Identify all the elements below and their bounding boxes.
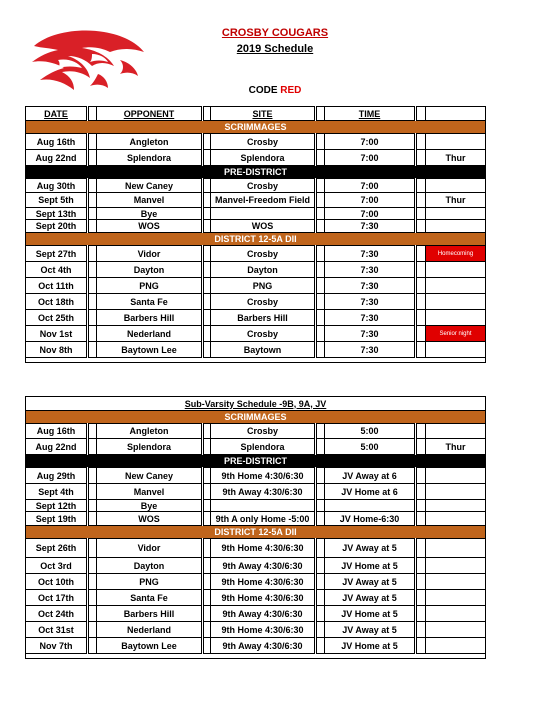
column-divider (203, 150, 211, 166)
game-note: Thur (426, 193, 486, 208)
column-divider (416, 439, 426, 455)
game-row (26, 220, 486, 233)
column-divider (88, 439, 97, 455)
table-footer-row (26, 654, 486, 659)
game-time: JV Home at 5 (325, 638, 416, 654)
column-divider (203, 558, 211, 574)
game-note: Thur (426, 150, 486, 166)
section-header (26, 526, 486, 539)
game-row (26, 512, 486, 526)
column-divider (316, 326, 325, 342)
column-divider (416, 424, 426, 439)
column-divider (416, 590, 426, 606)
game-time: 7:30 (325, 262, 416, 278)
subvarsity-title-label: Sub-Varsity Schedule -9B, 9A, JV (26, 397, 486, 411)
game-site: Crosby (211, 294, 316, 310)
game-note (426, 424, 486, 439)
game-date: Aug 22nd (26, 150, 88, 166)
game-opponent: Barbers Hill (97, 310, 203, 326)
column-divider (316, 468, 325, 484)
note-column-header (426, 107, 486, 121)
column-divider (203, 574, 211, 590)
game-row (26, 500, 486, 512)
section-header (26, 233, 486, 246)
column-divider (88, 539, 97, 558)
game-opponent: Baytown Lee (97, 342, 203, 358)
game-row (26, 278, 486, 294)
game-time: 7:30 (325, 342, 416, 358)
opponent-column-header: OPPONENT (97, 107, 203, 121)
column-divider (88, 262, 97, 278)
column-divider (203, 193, 211, 208)
column-divider (88, 622, 97, 638)
game-time: 7:00 (325, 150, 416, 166)
game-row (26, 606, 486, 622)
game-date: Oct 31st (26, 622, 88, 638)
game-site: 9th Away 4:30/6:30 (211, 484, 316, 500)
game-opponent: Baytown Lee (97, 638, 203, 654)
game-opponent: Barbers Hill (97, 606, 203, 622)
schedule-title: 2019 Schedule (236, 43, 314, 55)
game-time: 7:30 (325, 220, 416, 233)
column-divider (316, 638, 325, 654)
game-date: Oct 11th (26, 278, 88, 294)
column-divider (88, 512, 97, 526)
column-divider (203, 220, 211, 233)
game-time (325, 500, 416, 512)
game-row (26, 424, 486, 439)
game-note (426, 262, 486, 278)
section-header (26, 411, 486, 424)
game-date: Oct 25th (26, 310, 88, 326)
game-time: 7:30 (325, 246, 416, 262)
game-time: 7:00 (325, 134, 416, 150)
section-header-label: SCRIMMAGES (26, 411, 486, 424)
game-opponent: PNG (97, 574, 203, 590)
footer-spacer (26, 358, 486, 363)
game-note (426, 558, 486, 574)
column-divider (416, 107, 426, 121)
code-red-label: CODE RED (248, 85, 302, 96)
game-note (426, 590, 486, 606)
game-time: JV Home-6:30 (325, 512, 416, 526)
game-opponent: New Caney (97, 179, 203, 193)
game-note (426, 134, 486, 150)
game-time: 7:30 (325, 278, 416, 294)
column-divider (416, 539, 426, 558)
column-divider (316, 150, 325, 166)
game-site: 9th Home 4:30/6:30 (211, 539, 316, 558)
game-row (26, 468, 486, 484)
game-opponent: Santa Fe (97, 590, 203, 606)
game-date: Aug 30th (26, 179, 88, 193)
time-column-header: TIME (325, 107, 416, 121)
column-divider (88, 193, 97, 208)
game-site: PNG (211, 278, 316, 294)
column-divider (416, 278, 426, 294)
game-row (26, 208, 486, 220)
game-time: 7:30 (325, 294, 416, 310)
game-date: Oct 17th (26, 590, 88, 606)
column-divider (203, 622, 211, 638)
column-divider (203, 310, 211, 326)
section-header-label: PRE-DISTRICT (26, 166, 486, 179)
column-divider (88, 468, 97, 484)
game-site: 9th Home 4:30/6:30 (211, 590, 316, 606)
cougar-head-icon (28, 26, 146, 92)
column-divider (416, 558, 426, 574)
game-note (426, 208, 486, 220)
column-divider (88, 246, 97, 262)
game-opponent: WOS (97, 512, 203, 526)
column-divider (88, 638, 97, 654)
column-divider (416, 342, 426, 358)
game-opponent: Bye (97, 500, 203, 512)
subvarsity-schedule-table (25, 396, 486, 659)
game-note (426, 606, 486, 622)
column-divider (88, 134, 97, 150)
column-divider (203, 246, 211, 262)
game-time: JV Away at 5 (325, 574, 416, 590)
game-row (26, 558, 486, 574)
column-divider (416, 246, 426, 262)
game-note (426, 220, 486, 233)
game-time: 7:00 (325, 193, 416, 208)
game-row (26, 342, 486, 358)
column-divider (88, 500, 97, 512)
column-divider (88, 208, 97, 220)
column-divider (316, 179, 325, 193)
column-divider (203, 294, 211, 310)
game-site: Splendora (211, 439, 316, 455)
column-divider (316, 622, 325, 638)
game-date: Sept 12th (26, 500, 88, 512)
column-divider (88, 326, 97, 342)
game-row (26, 590, 486, 606)
game-note (426, 179, 486, 193)
column-divider (416, 606, 426, 622)
table-footer-row (26, 358, 486, 363)
game-date: Sept 4th (26, 484, 88, 500)
game-site: Dayton (211, 262, 316, 278)
section-header-label: PRE-DISTRICT (26, 455, 486, 468)
game-site: 9th Away 4:30/6:30 (211, 638, 316, 654)
game-row (26, 484, 486, 500)
column-divider (203, 468, 211, 484)
game-note (426, 310, 486, 326)
game-note (426, 294, 486, 310)
game-site: Crosby (211, 179, 316, 193)
column-divider (203, 638, 211, 654)
section-header-label: SCRIMMAGES (26, 121, 486, 134)
game-date: Nov 7th (26, 638, 88, 654)
game-note (426, 574, 486, 590)
game-opponent: Manvel (97, 484, 203, 500)
column-divider (203, 262, 211, 278)
game-time: 7:00 (325, 179, 416, 193)
game-opponent: Bye (97, 208, 203, 220)
column-header-row (26, 107, 486, 121)
varsity-schedule-table (25, 106, 486, 363)
column-divider (416, 484, 426, 500)
game-opponent: Vidor (97, 539, 203, 558)
game-opponent: New Caney (97, 468, 203, 484)
game-note (426, 539, 486, 558)
column-divider (88, 590, 97, 606)
game-opponent: Angleton (97, 424, 203, 439)
game-opponent: Dayton (97, 558, 203, 574)
column-divider (88, 574, 97, 590)
game-row (26, 439, 486, 455)
column-divider (416, 310, 426, 326)
column-divider (316, 439, 325, 455)
game-row (26, 193, 486, 208)
game-site: Manvel-Freedom Field (211, 193, 316, 208)
game-row (26, 310, 486, 326)
column-divider (203, 107, 211, 121)
column-divider (88, 424, 97, 439)
column-divider (88, 278, 97, 294)
column-divider (88, 179, 97, 193)
game-site: 9th Away 4:30/6:30 (211, 558, 316, 574)
game-time: 7:30 (325, 326, 416, 342)
column-divider (203, 484, 211, 500)
game-row (26, 150, 486, 166)
game-date: Aug 16th (26, 424, 88, 439)
game-date: Aug 29th (26, 468, 88, 484)
section-header-label: DISTRICT 12-5A DII (26, 526, 486, 539)
column-divider (88, 484, 97, 500)
game-date: Sept 26th (26, 539, 88, 558)
game-opponent: Santa Fe (97, 294, 203, 310)
column-divider (416, 326, 426, 342)
game-date: Aug 22nd (26, 439, 88, 455)
section-header (26, 166, 486, 179)
column-divider (316, 193, 325, 208)
game-opponent: WOS (97, 220, 203, 233)
game-row (26, 326, 486, 342)
game-date: Nov 1st (26, 326, 88, 342)
game-date: Sept 27th (26, 246, 88, 262)
column-divider (316, 278, 325, 294)
column-divider (416, 500, 426, 512)
column-divider (316, 424, 325, 439)
game-date: Aug 16th (26, 134, 88, 150)
game-date: Oct 3rd (26, 558, 88, 574)
game-site: WOS (211, 220, 316, 233)
game-site: 9th A only Home -5:00 (211, 512, 316, 526)
column-divider (416, 262, 426, 278)
column-divider (88, 220, 97, 233)
column-divider (203, 539, 211, 558)
game-time: JV Home at 5 (325, 558, 416, 574)
game-date: Sept 20th (26, 220, 88, 233)
game-time: JV Home at 6 (325, 484, 416, 500)
column-divider (416, 134, 426, 150)
game-time: 7:00 (325, 208, 416, 220)
game-note (426, 342, 486, 358)
game-date: Oct 18th (26, 294, 88, 310)
game-time: 5:00 (325, 424, 416, 439)
game-opponent: Dayton (97, 262, 203, 278)
game-note (426, 468, 486, 484)
column-divider (316, 107, 325, 121)
column-divider (316, 262, 325, 278)
column-divider (203, 134, 211, 150)
game-row (26, 539, 486, 558)
column-divider (88, 150, 97, 166)
game-date: Oct 24th (26, 606, 88, 622)
column-divider (88, 606, 97, 622)
section-header (26, 121, 486, 134)
column-divider (316, 574, 325, 590)
game-row (26, 246, 486, 262)
game-opponent: Nederland (97, 622, 203, 638)
game-site: 9th Home 4:30/6:30 (211, 622, 316, 638)
column-divider (316, 484, 325, 500)
game-site: Crosby (211, 134, 316, 150)
column-divider (88, 558, 97, 574)
game-opponent: Vidor (97, 246, 203, 262)
game-note (426, 638, 486, 654)
game-opponent: Angleton (97, 134, 203, 150)
game-time: JV Home at 5 (325, 606, 416, 622)
game-date: Nov 8th (26, 342, 88, 358)
column-divider (416, 220, 426, 233)
game-site: 9th Home 4:30/6:30 (211, 468, 316, 484)
game-opponent: PNG (97, 278, 203, 294)
game-note (426, 622, 486, 638)
game-row (26, 294, 486, 310)
event-note-badge: Homecoming (426, 246, 486, 262)
game-site: Splendora (211, 150, 316, 166)
column-divider (416, 208, 426, 220)
team-title: CROSBY COUGARS (221, 27, 329, 39)
column-divider (203, 512, 211, 526)
column-divider (203, 590, 211, 606)
game-row (26, 262, 486, 278)
game-row (26, 134, 486, 150)
column-divider (88, 107, 97, 121)
column-divider (416, 294, 426, 310)
column-divider (88, 342, 97, 358)
column-divider (316, 310, 325, 326)
column-divider (316, 512, 325, 526)
game-note (426, 500, 486, 512)
column-divider (416, 193, 426, 208)
game-time: JV Away at 5 (325, 622, 416, 638)
column-divider (316, 220, 325, 233)
column-divider (203, 500, 211, 512)
game-date: Sept 5th (26, 193, 88, 208)
footer-spacer (26, 654, 486, 659)
game-site: Crosby (211, 326, 316, 342)
game-row (26, 638, 486, 654)
column-divider (416, 574, 426, 590)
column-divider (416, 468, 426, 484)
game-opponent: Splendora (97, 439, 203, 455)
column-divider (203, 326, 211, 342)
game-opponent: Manvel (97, 193, 203, 208)
game-site: Baytown (211, 342, 316, 358)
game-opponent: Splendora (97, 150, 203, 166)
column-divider (203, 439, 211, 455)
game-date: Sept 13th (26, 208, 88, 220)
game-site (211, 500, 316, 512)
column-divider (316, 558, 325, 574)
date-column-header: DATE (26, 107, 88, 121)
game-time: JV Away at 5 (325, 590, 416, 606)
game-site: Crosby (211, 246, 316, 262)
game-row (26, 574, 486, 590)
game-opponent: Nederland (97, 326, 203, 342)
game-site: Crosby (211, 424, 316, 439)
column-divider (203, 342, 211, 358)
column-divider (88, 310, 97, 326)
game-note (426, 484, 486, 500)
game-time: 5:00 (325, 439, 416, 455)
column-divider (203, 278, 211, 294)
column-divider (203, 424, 211, 439)
game-date: Oct 4th (26, 262, 88, 278)
game-site: 9th Away 4:30/6:30 (211, 606, 316, 622)
game-date: Sept 19th (26, 512, 88, 526)
column-divider (88, 294, 97, 310)
event-note-badge: Senior night (426, 326, 486, 342)
column-divider (316, 606, 325, 622)
game-time: JV Away at 6 (325, 468, 416, 484)
column-divider (316, 342, 325, 358)
column-divider (316, 539, 325, 558)
game-row (26, 179, 486, 193)
game-note (426, 512, 486, 526)
column-divider (316, 590, 325, 606)
game-note (426, 278, 486, 294)
subvarsity-title (26, 397, 486, 411)
game-site (211, 208, 316, 220)
game-row (26, 622, 486, 638)
game-time: 7:30 (325, 310, 416, 326)
column-divider (316, 134, 325, 150)
column-divider (203, 179, 211, 193)
section-header (26, 455, 486, 468)
column-divider (416, 512, 426, 526)
section-header-label: DISTRICT 12-5A DII (26, 233, 486, 246)
column-divider (416, 638, 426, 654)
column-divider (316, 208, 325, 220)
game-site: 9th Home 4:30/6:30 (211, 574, 316, 590)
game-date: Oct 10th (26, 574, 88, 590)
column-divider (316, 294, 325, 310)
site-column-header: SITE (211, 107, 316, 121)
column-divider (203, 606, 211, 622)
column-divider (416, 150, 426, 166)
column-divider (416, 179, 426, 193)
column-divider (203, 208, 211, 220)
column-divider (416, 622, 426, 638)
game-note: Thur (426, 439, 486, 455)
column-divider (316, 500, 325, 512)
column-divider (316, 246, 325, 262)
game-site: Barbers Hill (211, 310, 316, 326)
game-time: JV Away at 5 (325, 539, 416, 558)
